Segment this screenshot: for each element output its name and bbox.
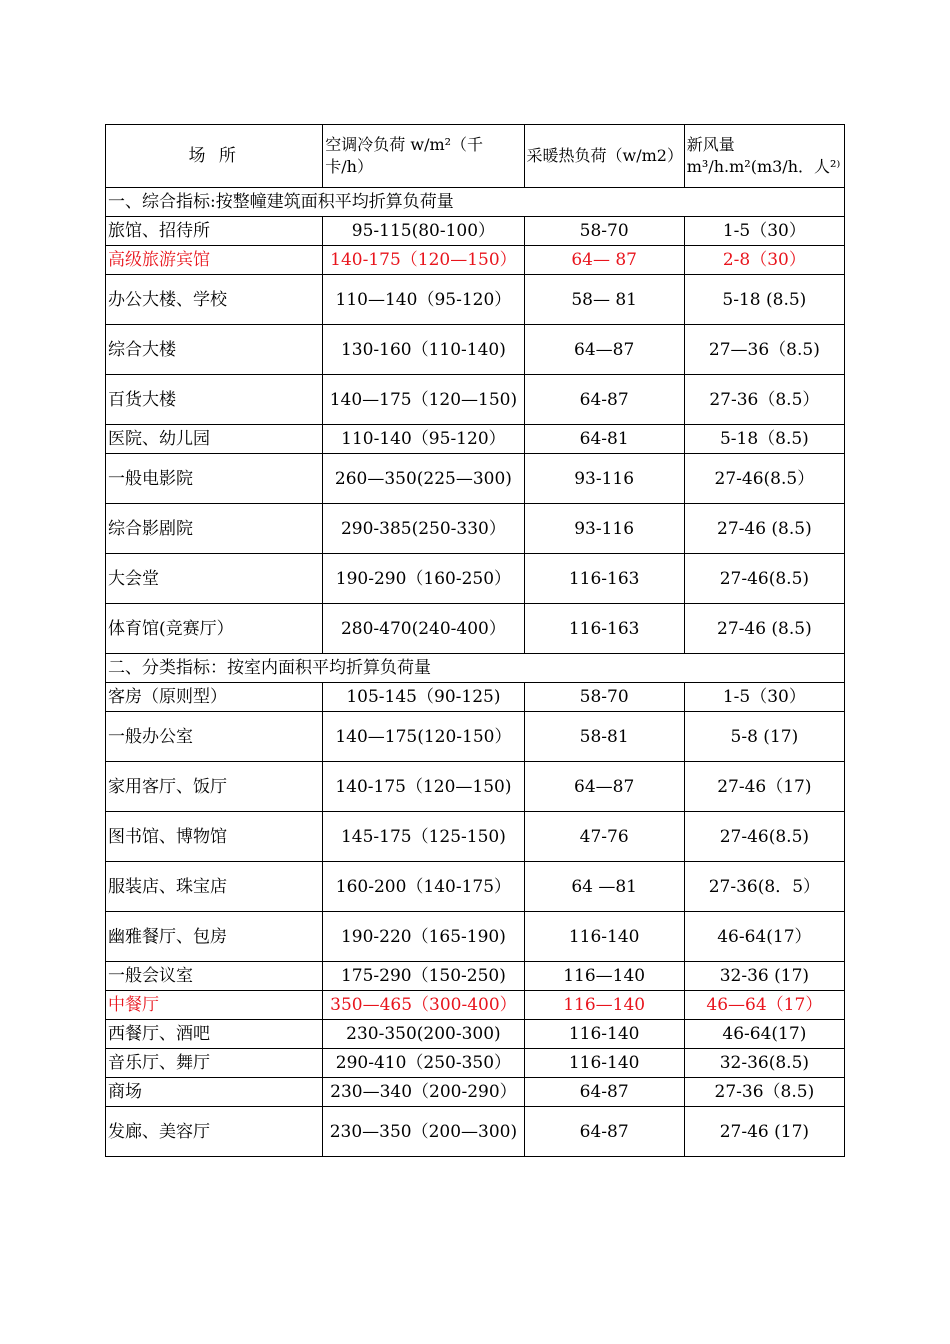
table-row	[106, 425, 845, 454]
cell-fresh-air: 5-18 (8.5)	[684, 275, 844, 325]
cell-heating: 58-70	[524, 683, 684, 712]
cell-fresh-air: 27-46(8.5)	[684, 812, 844, 862]
cell-place: 发廊、美容厅	[106, 1107, 323, 1157]
cell-cooling: 290-410（250-350）	[323, 1049, 524, 1078]
table-row	[106, 962, 845, 991]
table-row	[106, 712, 845, 762]
table-body	[106, 125, 845, 1157]
cell-place: 医院、幼儿园	[106, 425, 323, 454]
section-title: 一、综合指标:按整幢建筑面积平均折算负荷量	[106, 188, 845, 217]
table-row	[106, 325, 845, 375]
cell-fresh-air: 27-46 (8.5)	[684, 504, 844, 554]
cell-place: 体育馆(竞赛厅）	[106, 604, 323, 654]
table-row	[106, 604, 845, 654]
table-row	[106, 862, 845, 912]
cell-cooling: 140-175（120—150）	[323, 246, 524, 275]
cell-heating: 116-140	[524, 912, 684, 962]
cell-cooling: 260—350(225—300)	[323, 454, 524, 504]
cell-fresh-air: 27-46（17)	[684, 762, 844, 812]
cell-place: 办公大楼、学校	[106, 275, 323, 325]
table-row	[106, 912, 845, 962]
cell-fresh-air: 27-36（8.5）	[684, 375, 844, 425]
cell-heating: 116—140	[524, 991, 684, 1020]
section-title: 二、分类指标：按室内面积平均折算负荷量	[106, 654, 845, 683]
table-row	[106, 762, 845, 812]
table-row	[106, 504, 845, 554]
cell-heating: 116-163	[524, 604, 684, 654]
cell-heating: 47-76	[524, 812, 684, 862]
cell-fresh-air: 46-64(17)	[684, 1020, 844, 1049]
cell-place: 旅馆、招待所	[106, 217, 323, 246]
cell-fresh-air: 46—64（17）	[684, 991, 844, 1020]
cell-place: 中餐厅	[106, 991, 323, 1020]
cell-place: 一般办公室	[106, 712, 323, 762]
cell-heating: 116—140	[524, 962, 684, 991]
cell-cooling: 230-350(200-300)	[323, 1020, 524, 1049]
cell-fresh-air: 1-5（30）	[684, 683, 844, 712]
cell-heating: 64-87	[524, 1107, 684, 1157]
cell-cooling: 140-175（120—150)	[323, 762, 524, 812]
cell-cooling: 230—350（200—300)	[323, 1107, 524, 1157]
section-row	[106, 188, 845, 217]
cell-fresh-air: 27-46 (17)	[684, 1107, 844, 1157]
table-row	[106, 1020, 845, 1049]
cell-place: 图书馆、博物馆	[106, 812, 323, 862]
cell-heating: 64-81	[524, 425, 684, 454]
header-place: 场 所	[106, 125, 323, 188]
header-row	[106, 125, 845, 188]
table-row	[106, 246, 845, 275]
cell-heating: 58— 81	[524, 275, 684, 325]
cell-fresh-air: 1-5（30）	[684, 217, 844, 246]
cell-place: 幽雅餐厅、包房	[106, 912, 323, 962]
load-index-table	[105, 124, 845, 1157]
table-row	[106, 812, 845, 862]
cell-heating: 116-140	[524, 1020, 684, 1049]
table-row	[106, 554, 845, 604]
cell-place: 一般会议室	[106, 962, 323, 991]
cell-heating: 116-163	[524, 554, 684, 604]
cell-heating: 116-140	[524, 1049, 684, 1078]
cell-place: 百货大楼	[106, 375, 323, 425]
cell-heating: 64-87	[524, 375, 684, 425]
cell-place: 商场	[106, 1078, 323, 1107]
cell-place: 一般电影院	[106, 454, 323, 504]
table-row	[106, 217, 845, 246]
cell-cooling: 160-200（140-175）	[323, 862, 524, 912]
cell-cooling: 290-385(250-330）	[323, 504, 524, 554]
section-row	[106, 654, 845, 683]
cell-cooling: 280-470(240-400）	[323, 604, 524, 654]
table-row	[106, 454, 845, 504]
cell-place: 大会堂	[106, 554, 323, 604]
cell-cooling: 110—140（95-120）	[323, 275, 524, 325]
table-row	[106, 375, 845, 425]
header-fresh-air: 新风量 m³/h.m²(m3/h．人²⁾	[684, 125, 844, 188]
header-heating: 采暖热负荷（w/m2）	[524, 125, 684, 188]
cell-heating: 93-116	[524, 454, 684, 504]
table-row	[106, 991, 845, 1020]
cell-heating: 58-81	[524, 712, 684, 762]
cell-fresh-air: 32-36(8.5)	[684, 1049, 844, 1078]
table-row	[106, 1107, 845, 1157]
cell-fresh-air: 46-64(17）	[684, 912, 844, 962]
cell-cooling: 110-140（95-120）	[323, 425, 524, 454]
cell-cooling: 230—340（200-290）	[323, 1078, 524, 1107]
cell-heating: 64— 87	[524, 246, 684, 275]
cell-cooling: 175-290（150-250)	[323, 962, 524, 991]
cell-heating: 64—87	[524, 762, 684, 812]
cell-cooling: 145-175（125-150)	[323, 812, 524, 862]
cell-place: 家用客厅、饭厅	[106, 762, 323, 812]
table-row	[106, 683, 845, 712]
cell-fresh-air: 27—36（8.5)	[684, 325, 844, 375]
cell-place: 高级旅游宾馆	[106, 246, 323, 275]
cell-place: 西餐厅、酒吧	[106, 1020, 323, 1049]
cell-cooling: 130-160（110-140)	[323, 325, 524, 375]
cell-cooling: 95-115(80-100）	[323, 217, 524, 246]
cell-heating: 64—87	[524, 325, 684, 375]
table-row	[106, 1049, 845, 1078]
cell-cooling: 140—175（120—150)	[323, 375, 524, 425]
cell-fresh-air: 32-36 (17)	[684, 962, 844, 991]
cell-cooling: 140—175(120-150）	[323, 712, 524, 762]
table-row	[106, 275, 845, 325]
cell-cooling: 190-290（160-250）	[323, 554, 524, 604]
cell-fresh-air: 27-36(8．5）	[684, 862, 844, 912]
cell-fresh-air: 27-46 (8.5)	[684, 604, 844, 654]
table-row	[106, 1078, 845, 1107]
cell-fresh-air: 27-36（8.5)	[684, 1078, 844, 1107]
cell-fresh-air: 5-18（8.5)	[684, 425, 844, 454]
cell-fresh-air: 2-8（30）	[684, 246, 844, 275]
header-cooling: 空调冷负荷 w/m²（千卡/h）	[323, 125, 524, 188]
cell-heating: 64-87	[524, 1078, 684, 1107]
cell-fresh-air: 27-46(8.5）	[684, 454, 844, 504]
cell-place: 综合影剧院	[106, 504, 323, 554]
cell-cooling: 105-145（90-125)	[323, 683, 524, 712]
cell-heating: 93-116	[524, 504, 684, 554]
cell-place: 服装店、珠宝店	[106, 862, 323, 912]
cell-fresh-air: 27-46(8.5)	[684, 554, 844, 604]
cell-place: 客房（原则型）	[106, 683, 323, 712]
cell-place: 音乐厅、舞厅	[106, 1049, 323, 1078]
cell-cooling: 190-220（165-190)	[323, 912, 524, 962]
cell-heating: 64 —81	[524, 862, 684, 912]
cell-cooling: 350—465（300-400）	[323, 991, 524, 1020]
cell-fresh-air: 5-8 (17)	[684, 712, 844, 762]
cell-heating: 58-70	[524, 217, 684, 246]
cell-place: 综合大楼	[106, 325, 323, 375]
